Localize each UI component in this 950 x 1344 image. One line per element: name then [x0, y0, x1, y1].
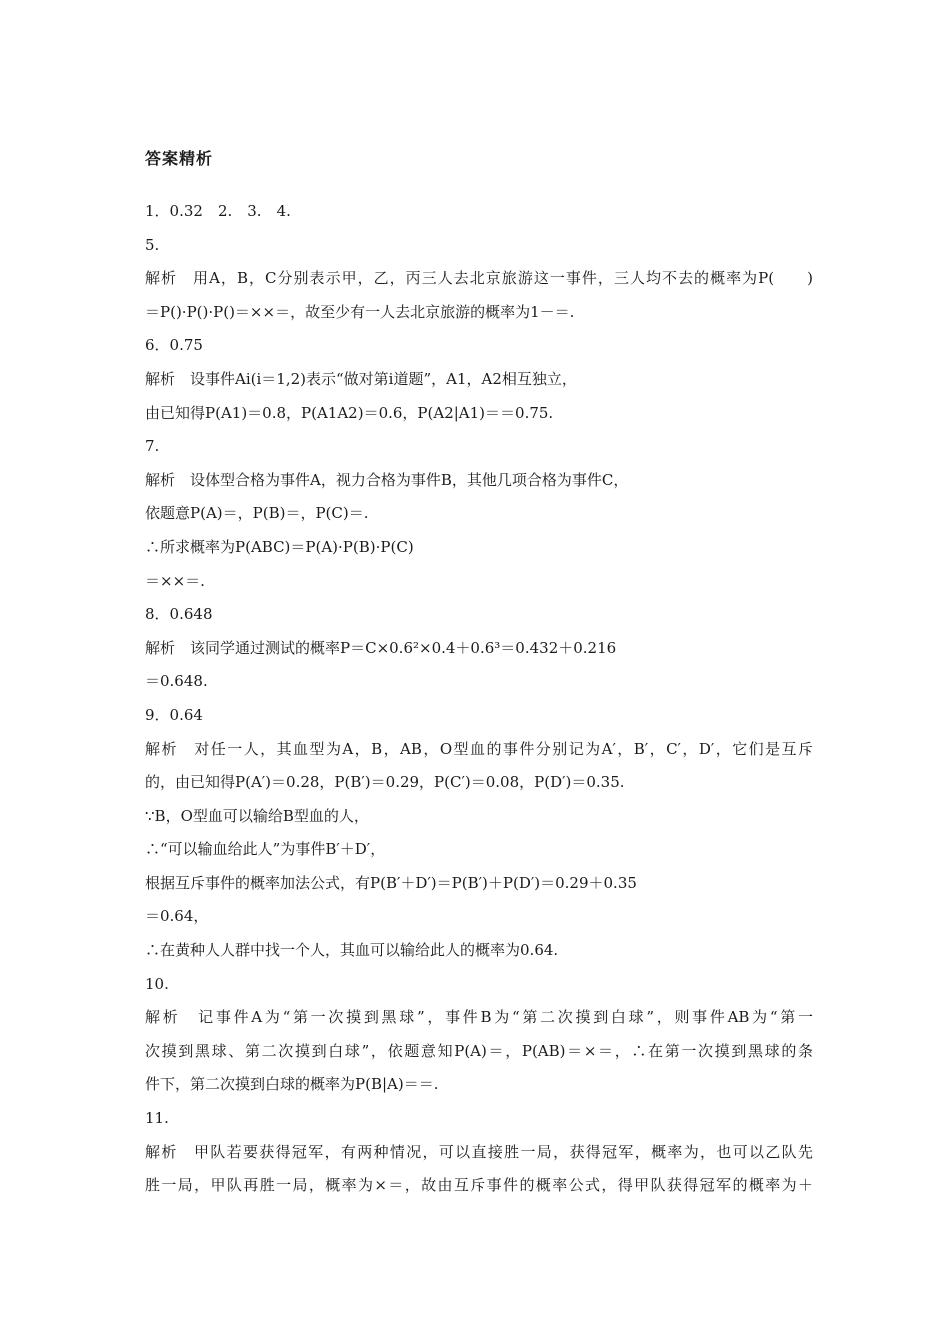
- section-title: 答案精析: [145, 149, 214, 168]
- text-line: 次摸到黑球、第二次摸到白球”，依题意知P(A)＝，P(AB)＝×＝，∴在第一次摸到黑球的条: [145, 1041, 813, 1060]
- text-line: 8．0.648: [145, 605, 213, 624]
- text-line: ＝0.648.: [145, 672, 208, 691]
- text-line: 7.: [145, 437, 160, 456]
- text-line: 解析 设体型合格为事件A，视力合格为事件B，其他几项合格为事件C，: [145, 470, 629, 489]
- text-line: ＝0.64，: [145, 907, 209, 926]
- text-line: 6．0.75: [145, 336, 203, 355]
- text-line: 解析 对任一人，其血型为A，B，AB，O型血的事件分别记为A′，B′，C′，D′，它们是互斥: [145, 739, 813, 758]
- text-line: 9．0.64: [145, 705, 203, 724]
- text-line: 根据互斥事件的概率加法公式，有P(B′＋D′)＝P(B′)＋P(D′)＝0.29＋0.35: [145, 873, 637, 892]
- text-line: 解析 设事件Ai(i＝1,2)表示“做对第i道题”，A1，A2相互独立，: [145, 369, 577, 388]
- text-line: 11.: [145, 1109, 169, 1128]
- text-line: 胜一局，甲队再胜一局，概率为×＝，故由互斥事件的概率公式，得甲队获得冠军的概率为＋: [145, 1176, 813, 1195]
- text-line: 解析 甲队若要获得冠军，有两种情况，可以直接胜一局，获得冠军，概率为，也可以乙队先: [145, 1142, 813, 1161]
- text-line: 5.: [145, 235, 160, 254]
- text-line: ∴“可以输血给此人”为事件B′＋D′，: [145, 840, 386, 859]
- text-line: ∵B，O型血可以输给B型血的人，: [145, 806, 369, 825]
- text-line: 件下，第二次摸到白球的概率为P(B|A)＝＝.: [145, 1075, 439, 1094]
- text-line: 依题意P(A)＝，P(B)＝，P(C)＝.: [145, 504, 369, 523]
- text-line: ∴所求概率为P(ABC)＝P(A)·P(B)·P(C): [145, 537, 414, 556]
- text-line: 1．0.32 2. 3. 4.: [145, 202, 291, 220]
- text-line: 的，由已知得P(A′)＝0.28，P(B′)＝0.29，P(C′)＝0.08，P(D′)＝0.35.: [145, 773, 625, 792]
- text-line: 10.: [145, 974, 169, 993]
- text-line: 由已知得P(A1)＝0.8，P(A1A2)＝0.6，P(A2|A1)＝＝0.75.: [145, 403, 554, 422]
- text-line: 解析 该同学通过测试的概率P＝C×0.6²×0.4＋0.6³＝0.432＋0.216: [145, 638, 617, 657]
- text-line: ＝P()·P()·P()＝××＝，故至少有一人去北京旅游的概率为1－＝.: [145, 302, 575, 321]
- text-line: 解析 用A，B，C分别表示甲，乙，丙三人去北京旅游这一事件，三人均不去的概率为P( ): [145, 269, 813, 288]
- answer-text-block: [145, 198, 813, 1206]
- text-line: 解析 记事件A为“第一次摸到黑球”，事件B为“第二次摸到白球”，则事件AB为“第一: [145, 1008, 813, 1027]
- text-line: ∴在黄种人人群中找一个人，其血可以输给此人的概率为0.64.: [145, 941, 559, 960]
- text-line: ＝××＝.: [145, 571, 205, 590]
